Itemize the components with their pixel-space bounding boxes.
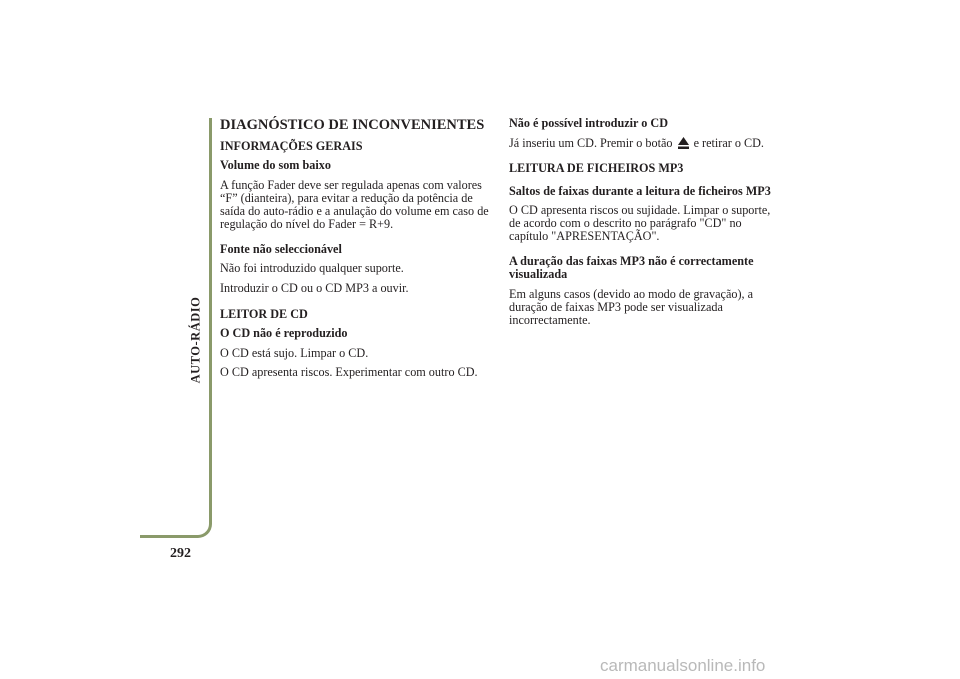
- eject-icon: [678, 137, 689, 149]
- cd-insert-title: Não é possível introduzir o CD: [509, 116, 669, 130]
- cd-scratched-text: O CD apresenta riscos. Experimentar com outro CD.: [220, 365, 478, 379]
- site-watermark: carmanualsonline.info: [600, 656, 766, 675]
- right-column: [509, 117, 781, 333]
- cd-insert-text: [509, 137, 781, 150]
- track-skip-title: Saltos de faixas durante a leitura de ficheiros MP3: [509, 183, 771, 198]
- duration-text: Em alguns casos (devido ao modo de gravação), a duração de faixas MP3 pode ser visualizada incorrectamente.: [509, 286, 754, 327]
- left-column: [220, 117, 492, 386]
- cd-insert-text-b: e retirar o CD.: [693, 135, 764, 150]
- low-volume-text: A função Fader deve ser regulada apenas com valores “F” (dianteira), para evitar a redução da potência de saída do auto-rádio e a anulação do volume em caso de regulação do nível do Fader = R+9.: [220, 177, 489, 231]
- source-text-2: Introduzir o CD ou o CD MP3 a ouvir.: [220, 280, 409, 295]
- cd-not-playing-title: O CD não é reproduzido: [220, 326, 348, 340]
- mp3-heading: LEITURA DE FICHEIROS MP3: [509, 160, 684, 175]
- source-title: Fonte não seleccionável: [220, 241, 342, 256]
- track-skip-text: O CD apresenta riscos ou sujidade. Limpar o suporte, de acordo com o descrito no parágrafo "CD" no capítulo "APRESENTAÇÃO".: [509, 203, 771, 243]
- cd-insert-text-a: Já inseriu um CD. Premir o botão: [509, 135, 673, 150]
- source-text-1: Não foi introduzido qualquer suporte.: [220, 261, 404, 275]
- page-title: DIAGNÓSTICO DE INCONVENIENTES: [220, 117, 485, 133]
- section-label: AUTO-RÁDIO: [188, 296, 203, 384]
- cd-player-heading: LEITOR DE CD: [220, 306, 308, 321]
- general-info-heading: INFORMAÇÕES GERAIS: [220, 138, 363, 153]
- duration-title: A duração das faixas MP3 não é correctamente visualizada: [509, 254, 754, 281]
- low-volume-title: Volume do som baixo: [220, 158, 331, 172]
- page-number: 292: [170, 546, 191, 561]
- cd-dirty-text: O CD está sujo. Limpar o CD.: [220, 345, 369, 360]
